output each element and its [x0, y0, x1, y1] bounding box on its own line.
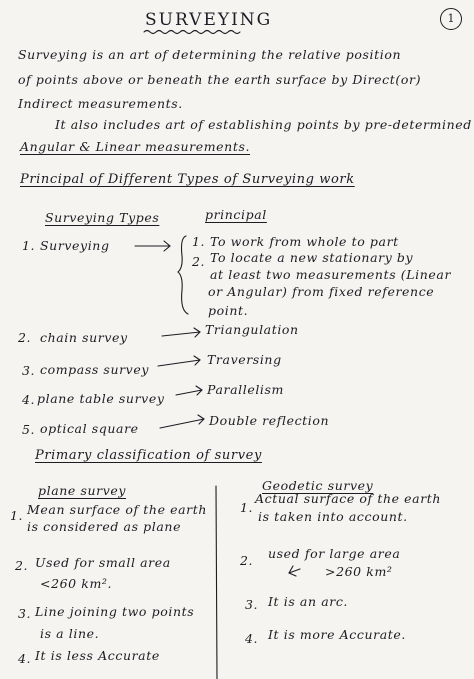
type-number: 5. [22, 422, 36, 437]
principle-triangulation: Triangulation [205, 322, 299, 337]
principle-locate-line-3: or Angular) from fixed reference [208, 284, 435, 299]
intro-line-4: It also includes art of establishing points by pre-determined [55, 117, 472, 132]
plane-point-1-line-2: is considered as plane [27, 519, 182, 534]
plane-point-3-line-1: Line joining two points [35, 604, 195, 619]
principle-locate-line-2: at least two measurements (Linear [210, 267, 452, 282]
type-chain-survey: chain survey [40, 330, 128, 345]
type-number: 1. [22, 238, 36, 253]
title-squiggle-underline [144, 31, 240, 34]
principle-traversing: Traversing [207, 352, 282, 367]
principle-number: 1. [192, 234, 206, 249]
principal-header: principal [205, 207, 267, 222]
page-number: 1 [440, 8, 462, 30]
plane-point-1-line-1: Mean surface of the earth [27, 502, 208, 517]
plane-point-number: 1. [10, 508, 24, 523]
intro-line-1: Surveying is an art of determining the relative position [18, 47, 402, 62]
plane-point-number: 4. [18, 651, 32, 666]
principle-parallelism: Parallelism [207, 382, 284, 397]
plane-point-2-line-2: <260 km². [40, 576, 113, 591]
principle-locate-line-1: To locate a new stationary by [210, 250, 414, 265]
intro-line-2: of points above or beneath the earth surface by Direct(or) [18, 72, 422, 87]
arrow-icon [135, 241, 170, 251]
arrow-icon [289, 566, 300, 576]
principle-locate-line-4: point. [208, 303, 249, 318]
geodetic-point-1-line-2: is taken into account. [258, 509, 408, 524]
geodetic-survey-title: Geodetic survey [262, 478, 374, 493]
plane-point-4-line-1: It is less Accurate [35, 648, 160, 663]
type-number: 2. [18, 330, 32, 345]
geodetic-point-2-line-2: >260 km² [325, 564, 393, 579]
plane-point-3-line-2: is a line. [40, 626, 100, 641]
surveying-types-header: Surveying Types [45, 210, 160, 225]
plane-point-number: 3. [18, 606, 32, 621]
type-compass-survey: compass survey [40, 362, 149, 377]
classification-heading: Primary classification of survey [35, 448, 262, 463]
arrow-icon [158, 356, 200, 366]
principle-double-reflection: Double reflection [209, 413, 330, 428]
arrow-icon [162, 328, 200, 337]
geodetic-point-number: 3. [245, 597, 259, 612]
plane-point-number: 2. [15, 558, 29, 573]
type-optical-square: optical square [40, 421, 139, 436]
principle-number: 2. [192, 254, 206, 269]
plane-point-2-line-1: Used for small area [35, 555, 171, 570]
intro-line-3: Indirect measurements. [18, 96, 183, 111]
geodetic-point-3-line-1: It is an arc. [268, 594, 348, 609]
type-plane-table-survey: plane table survey [37, 391, 165, 406]
geodetic-point-number: 2. [240, 553, 254, 568]
arrow-icon [176, 386, 202, 395]
principle-heading: Principal of Different Types of Surveying work [20, 172, 355, 187]
intro-line-5: Angular & Linear measurements. [20, 139, 251, 154]
bracket-shape [178, 236, 188, 314]
column-divider-line [216, 486, 217, 679]
arrow-icon [160, 415, 204, 428]
type-number: 3. [22, 363, 36, 378]
principle-whole-to-part: To work from whole to part [210, 234, 399, 249]
page-title: SURVEYING [145, 10, 273, 30]
geodetic-point-number: 4. [245, 631, 259, 646]
type-number: 4. [22, 392, 36, 407]
geodetic-point-4-line-1: It is more Accurate. [268, 627, 406, 642]
plane-survey-title: plane survey [38, 483, 127, 498]
type-surveying: Surveying [40, 238, 110, 253]
geodetic-point-1-line-1: Actual surface of the earth [255, 491, 442, 506]
geodetic-point-2-line-1: used for large area [268, 546, 401, 561]
geodetic-point-number: 1. [240, 500, 254, 515]
